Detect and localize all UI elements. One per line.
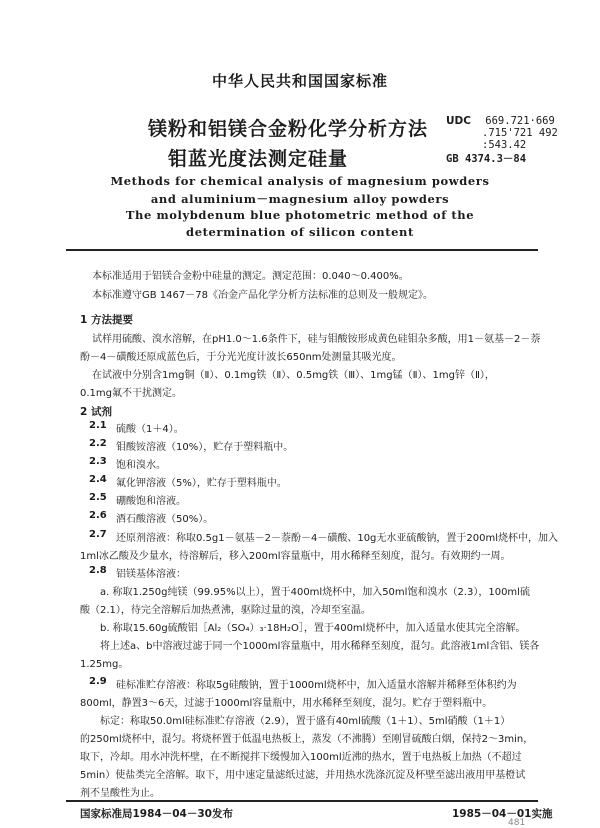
- title-divider: [66, 249, 538, 251]
- item-number: 2.1: [89, 420, 107, 431]
- section-1-heading: 1 方法提要: [80, 314, 133, 326]
- calibration-text: 标定：称取50.0ml硅标准贮存溶液（2.9），置于盛有40ml硫酸（1＋1）、5ml硝酸（1＋1）: [100, 716, 511, 727]
- calibration-text: 剂不呈酸性为止。: [80, 788, 160, 799]
- calibration-text: 取下，冷却。用水冲洗杯壁，在不断搅拌下缓慢加入100ml近沸的热水，置于电热板上加热（不超过: [80, 752, 522, 763]
- reagent-item: 还原剂溶液：称取0.5g1－氨基－2－萘酚－4－磺酸、10g无水亚硫酸钠，置于200ml烧杯中，加入: [116, 533, 559, 544]
- item-number: 2.4: [89, 474, 107, 485]
- reagent-item: 硼酸饱和溶液。: [116, 496, 186, 507]
- gb-code: GB 4374.3－84: [446, 153, 527, 165]
- title-zh-line-1: 镁粉和铝镁合金粉化学分析方法: [148, 118, 429, 140]
- issue-date: 国家标准局1984－04－30发布: [80, 808, 233, 820]
- item-number: 2.9: [89, 676, 107, 687]
- intro-paragraph-2: 本标准遵守GB 1467－78《冶金产品化学分析方法标准的总则及一般规定》。: [92, 290, 433, 301]
- reagent-item: 钼酸铵溶液（10%），贮存于塑料瓶中。: [116, 442, 294, 453]
- section-1-text: 酚－4－磺酸还原成蓝色后，于分光光度计波长650nm处测量其吸光度。: [80, 352, 402, 363]
- title-zh-line-2: 钼蓝光度法测定硅量: [168, 148, 349, 170]
- reagent-item: 酒石酸溶液（50%）。: [116, 514, 214, 525]
- page-number: 481: [508, 818, 526, 828]
- reagent-item-continued: 800ml，静置3～6天，过滤于1000ml容量瓶中，用水稀释至刻度，混匀。贮存于塑料瓶中。: [80, 698, 493, 709]
- intro-paragraph-1: 本标准适用于铝镁合金粉中硅量的测定。测定范围：0.040～0.400%。: [92, 271, 409, 282]
- item-number: 2.6: [89, 510, 107, 521]
- standard-authority: 中华人民共和国国家标准: [211, 72, 388, 90]
- item-number: 2.5: [89, 492, 107, 503]
- calibration-text: 5min）使盐类完全溶解。取下，用中速定量滤纸过滤，并用热水洗涤沉淀及杯壁至滤出液用甲基橙试: [80, 770, 526, 781]
- sub-item-a-continued: 酸（2.1），待完全溶解后加热煮沸，驱除过量的溴，冷却至室温。: [80, 605, 371, 616]
- reagent-item: 硫酸（1＋4）。: [116, 424, 184, 435]
- item-number: 2.3: [89, 456, 107, 467]
- udc-code-2: .715'721 492: [482, 127, 558, 139]
- title-en-line-1: Methods for chemical analysis of magnesium powders: [110, 174, 490, 188]
- sub-item-note-continued: 1.25mg。: [80, 659, 129, 670]
- calibration-text: 的250ml烧杯中，混匀。将烧杯置于低温电热板上，蒸发（不沸腾）至刚冒硫酸白烟，保持2～3min，: [80, 734, 534, 745]
- sub-item-b: b. 称取15.60g硫酸铝［Al₂（SO₄）₃·18H₂O］，置于400ml烧杯中，加入适量水使其完全溶解。: [100, 623, 526, 634]
- section-2-heading: 2 试剂: [80, 406, 112, 418]
- item-number: 2.7: [89, 529, 107, 540]
- section-1-text: 试样用硫酸、溴水溶解，在pH1.0～1.6条件下，硅与钼酸铵形成黄色硅钼杂多酸，用1－氨基－2－萘: [92, 334, 541, 345]
- udc-code-1: 669.721·669: [485, 115, 555, 127]
- reagent-item: 饱和溴水。: [116, 460, 166, 471]
- sub-item-a: a. 称取1.250g纯镁（99.95%以上），置于400ml烧杯中，加入50ml饱和溴水（2.3），100ml硫: [100, 587, 530, 598]
- reagent-item: 铝镁基体溶液：: [116, 569, 186, 580]
- reagent-item-continued: 1ml冰乙酸及少量水，待溶解后，移入200ml容量瓶中，用水稀释至刻度，混匀。有效期约一周。: [80, 551, 511, 562]
- udc-label: UDC: [446, 115, 471, 127]
- udc-code-3: :543.42: [482, 139, 527, 151]
- item-number: 2.2: [89, 438, 107, 449]
- reagent-item: 硅标准贮存溶液：称取5g硅酸钠，置于1000ml烧杯中，加入适量水溶解并稀释至体积约为: [116, 680, 517, 691]
- item-number: 2.8: [89, 565, 107, 576]
- title-en-line-4: determination of silicon content: [186, 225, 414, 239]
- udc-line-1: [446, 115, 555, 127]
- section-1-text: 0.1mg氟不干扰测定。: [80, 388, 182, 399]
- section-1-text: 在试液中分别含1mg铜（Ⅱ）、0.1mg铁（Ⅱ）、0.5mg铁（Ⅲ）、1mg锰（Ⅱ）、1mg锌（Ⅱ），: [92, 370, 495, 381]
- reagent-item: 氟化钾溶液（5%），贮存于塑料瓶中。: [116, 478, 287, 489]
- title-en-line-2: and aluminium－magnesium alloy powders: [150, 192, 450, 206]
- sub-item-note: 将上述a、b中溶液过滤于同一个1000ml容量瓶中，用水稀释至刻度，混匀。此溶液1ml含铝、镁各: [100, 641, 540, 652]
- title-en-line-3: The molybdenum blue photometric method of the: [125, 208, 475, 222]
- effective-date: 1985－04－01实施: [452, 808, 553, 820]
- footer-divider: [66, 800, 538, 802]
